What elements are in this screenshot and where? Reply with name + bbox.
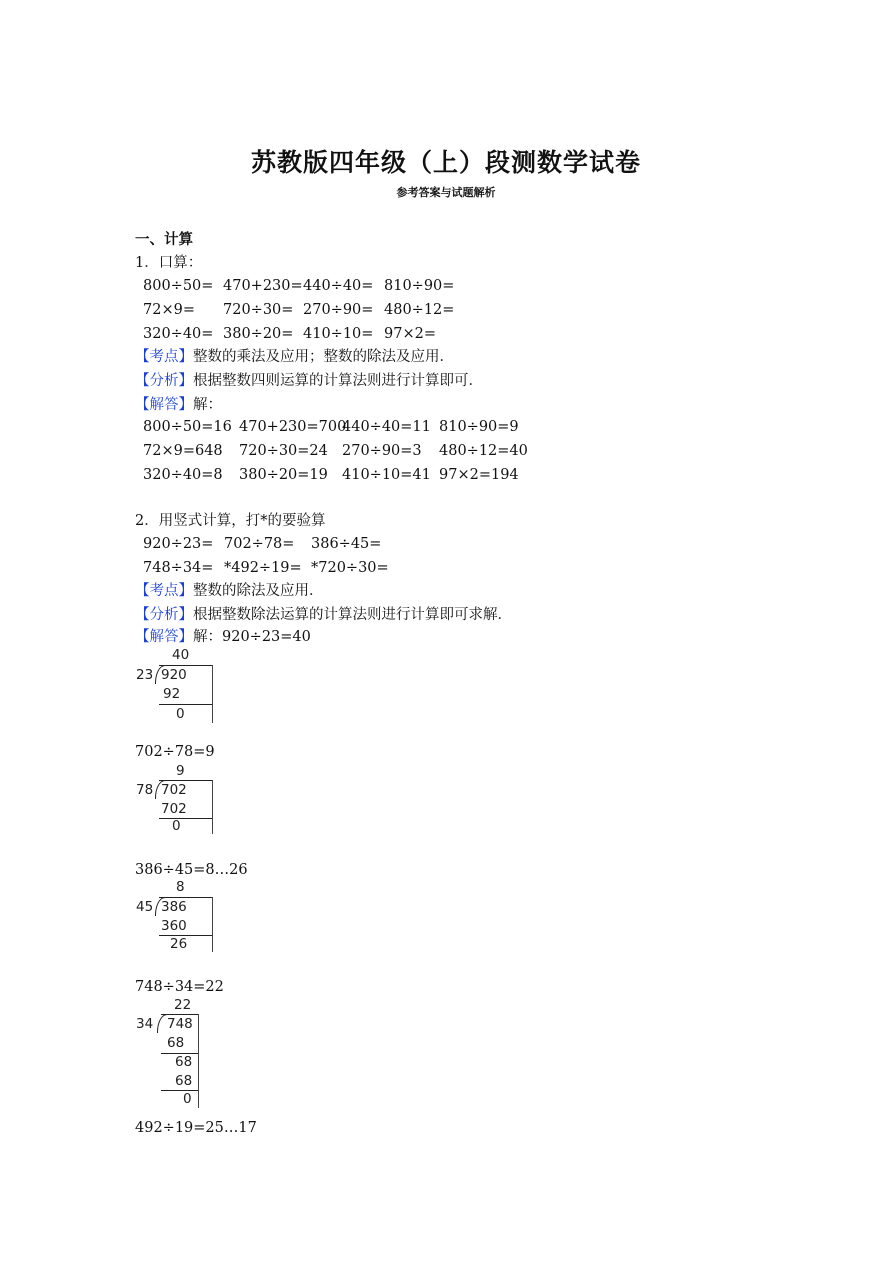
jieda-text: 解：920÷23=40 (193, 629, 311, 645)
jieda-tag: 【解答】 (135, 629, 193, 645)
problem: 470+230= (223, 278, 303, 294)
jieda-tag: 【解答】 (135, 397, 193, 413)
problem: 810÷90= (384, 278, 455, 294)
question-2-heading: 2．用竖式计算，打*的要验算 (135, 513, 326, 529)
subtraction-line (159, 704, 213, 705)
section-heading: 一、计算 (135, 232, 193, 248)
quotient: 8 (176, 879, 185, 895)
answer: 720÷30=24 (239, 443, 328, 459)
step: 360 (161, 918, 187, 934)
fenxi-tag: 【分析】 (135, 607, 193, 623)
problem: 380÷20= (223, 326, 294, 342)
problem: 320÷40= (143, 326, 214, 342)
problem: 702÷78= (224, 536, 295, 552)
dividend: 386 (161, 899, 187, 915)
kaodian-line (135, 581, 324, 601)
problem: 72×9= (143, 302, 195, 318)
quotient: 22 (174, 997, 192, 1013)
problem: 800÷50= (143, 278, 214, 294)
answer: 380÷20=19 (239, 467, 328, 483)
dividend: 748 (167, 1016, 193, 1032)
remainder: 0 (176, 706, 185, 722)
divisor: 23 (136, 667, 154, 683)
border (212, 897, 213, 952)
dividend: 702 (161, 782, 187, 798)
border (198, 1014, 199, 1108)
fenxi-text: 根据整数四则运算的计算法则进行计算即可． (193, 373, 483, 389)
answer: 97×2=194 (439, 467, 519, 483)
problem: *720÷30= (311, 560, 389, 576)
document-title: 苏教版四年级（上）段测数学试卷 (250, 148, 641, 177)
divisor: 78 (136, 782, 154, 798)
subtraction-line (161, 1090, 199, 1091)
border (212, 665, 213, 723)
fenxi-tag: 【分析】 (135, 373, 193, 389)
divisor: 45 (136, 899, 154, 915)
answer: 810÷90=9 (439, 419, 519, 435)
fenxi-text: 根据整数除法运算的计算法则进行计算即可求解． (193, 607, 512, 623)
answer: 320÷40=8 (143, 467, 223, 483)
division-label: 386÷45=8…26 (135, 862, 248, 878)
document-subtitle: 参考答案与试题解析 (396, 186, 496, 199)
problem: 410÷10= (303, 326, 374, 342)
division-label: 748÷34=22 (135, 979, 224, 995)
kaodian-tag: 【考点】 (135, 349, 193, 365)
kaodian-tag: 【考点】 (135, 583, 193, 599)
step: 702 (161, 801, 187, 817)
step: 68 (175, 1054, 193, 1070)
problem: 270÷90= (303, 302, 374, 318)
problem: 720÷30= (223, 302, 294, 318)
long-division (135, 646, 215, 724)
answer: 72×9=648 (143, 443, 223, 459)
problem: 440÷40= (303, 278, 374, 294)
question-1-heading: 1．口算： (135, 255, 203, 271)
jieda-line (135, 395, 222, 415)
step: 68 (175, 1073, 193, 1089)
long-division (135, 996, 201, 1108)
long-division (135, 878, 215, 952)
divisor: 34 (136, 1016, 154, 1032)
problem: 386÷45= (311, 536, 382, 552)
answer: 440÷40=11 (342, 419, 431, 435)
long-division (135, 762, 215, 834)
remainder: 0 (172, 818, 181, 834)
remainder: 26 (170, 936, 188, 952)
problem: *492÷19= (224, 560, 302, 576)
answer: 270÷90=3 (342, 443, 422, 459)
fenxi-line (135, 371, 483, 391)
subtraction-line (159, 818, 213, 819)
problem: 748÷34= (143, 560, 214, 576)
fenxi-line (135, 605, 512, 625)
step: 68 (167, 1035, 185, 1051)
step: 92 (163, 686, 181, 702)
quotient: 40 (172, 647, 190, 663)
answer: 410÷10=41 (342, 467, 431, 483)
kaodian-line (135, 347, 454, 367)
dividend: 920 (161, 667, 187, 683)
answer: 480÷12=40 (439, 443, 528, 459)
problem: 920÷23= (143, 536, 214, 552)
answer: 800÷50=16 (143, 419, 232, 435)
problem: 97×2= (384, 326, 436, 342)
kaodian-text: 整数的除法及应用． (193, 583, 324, 599)
answer: 470+230=700 (239, 419, 347, 435)
jieda-line (135, 627, 311, 647)
division-label: 492÷19=25…17 (135, 1120, 257, 1136)
border (212, 780, 213, 834)
division-label: 702÷78=9 (135, 744, 215, 760)
problem: 480÷12= (384, 302, 455, 318)
kaodian-text: 整数的乘法及应用；整数的除法及应用． (193, 349, 454, 365)
quotient: 9 (176, 763, 185, 779)
remainder: 0 (183, 1091, 192, 1107)
jieda-text: 解： (193, 397, 222, 413)
